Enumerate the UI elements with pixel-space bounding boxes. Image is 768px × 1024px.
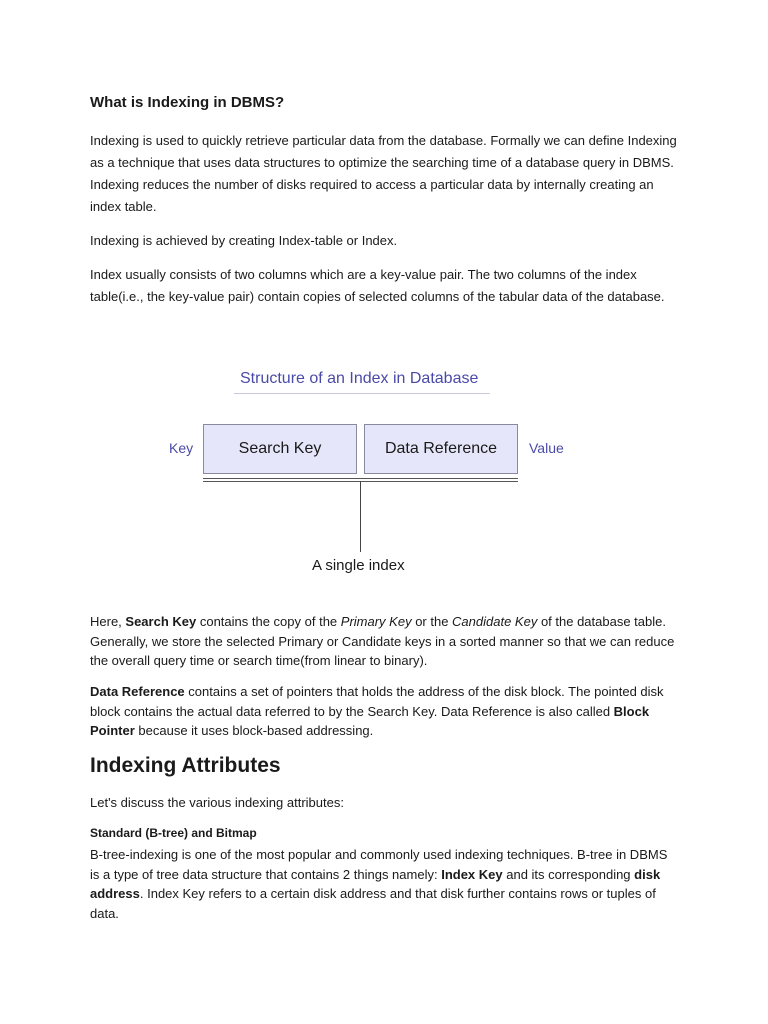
text-span: because it uses block-based addressing. <box>134 723 374 738</box>
data-reference-paragraph <box>90 682 678 741</box>
italic-term: Primary Key <box>340 614 412 629</box>
bold-term: Index Key <box>441 866 503 882</box>
diagram-title-underline <box>234 393 490 394</box>
data-reference-box: Data Reference <box>364 424 518 474</box>
diagram-title: Structure of an Index in Database <box>240 370 479 387</box>
search-key-box: Search Key <box>203 424 357 474</box>
text-span: Here, <box>90 614 126 629</box>
text-span: B-tree-indexing is one of the most popular and commonly used indexing techniques. B-tree in DBMS is a type of tree data structure that contains 2 things namely: <box>90 847 668 882</box>
page-title: What is Indexing in DBMS? <box>90 94 285 111</box>
text-span: or the <box>411 614 453 629</box>
bold-term: Search Key <box>125 614 197 629</box>
value-label: Value <box>529 440 564 456</box>
text-span: and its corresponding <box>502 866 635 882</box>
btree-paragraph <box>90 845 678 923</box>
search-key-paragraph <box>90 612 678 671</box>
diagram-caption: A single index <box>312 557 405 574</box>
intro-paragraph: Indexing is used to quickly retrieve particular data from the database. Formally we can define Indexing as a technique that uses data structures to optimize the searching time of a database query in DBMS. Indexing reduces the number of disks required to access a particular data by internally creating an index table. <box>90 133 677 214</box>
bold-term: disk address <box>90 866 661 901</box>
key-label: Key <box>169 440 194 456</box>
text-span: contains a set of pointers that holds the address of the disk block. The pointed disk block contains the actual data referred to by the Search Key. Data Reference is also called <box>90 684 664 719</box>
bold-term: Block Pointer <box>90 703 650 738</box>
attributes-intro-paragraph: Let's discuss the various indexing attributes: <box>90 795 344 810</box>
text-span: . Index Key refers to a certain disk address and that disk further contains rows or tuples of data. <box>90 886 656 921</box>
bold-term: Data Reference <box>90 684 185 699</box>
text-span: of the database table. Generally, we store the selected Primary or Candidate keys in a sorted manner so that we can reduce the overall query time or search time(from linear to binary). <box>90 614 675 668</box>
diagram-stem-line <box>360 481 361 552</box>
index-table-paragraph: Indexing is achieved by creating Index-table or Index. <box>90 233 398 248</box>
diagram-base-line <box>203 478 518 479</box>
key-value-paragraph: Index usually consists of two columns which are a key-value pair. The two columns of the index table(i.e., the key-value pair) contain copies of selected columns of the tabular data of the database. <box>90 267 665 304</box>
text-span: contains the copy of the <box>196 614 341 629</box>
italic-term: Candidate Key <box>452 614 538 629</box>
section-heading: Indexing Attributes <box>90 754 281 777</box>
subsection-heading: Standard (B-tree) and Bitmap <box>90 826 257 840</box>
